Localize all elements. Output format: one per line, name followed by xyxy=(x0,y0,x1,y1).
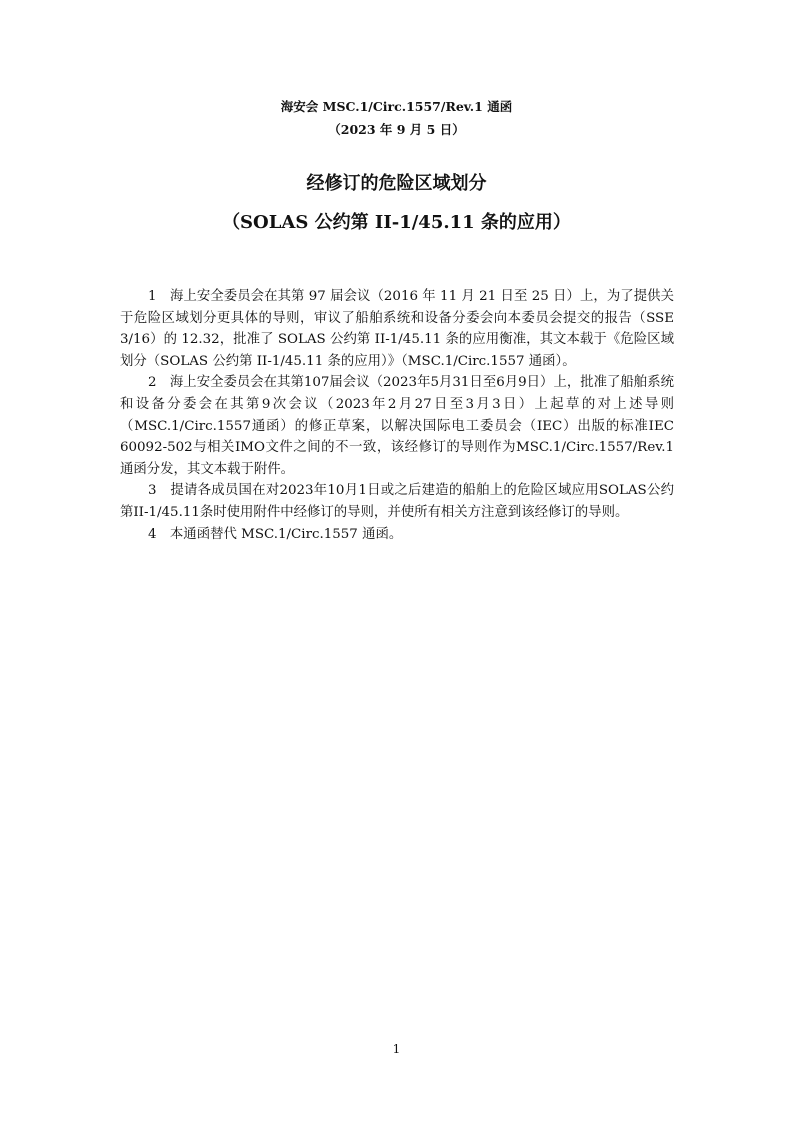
document-body xyxy=(120,286,674,545)
document-subtitle: （SOLAS 公约第 II-1/45.11 条的应用） xyxy=(222,212,571,233)
page-number: 1 xyxy=(392,1042,401,1056)
paragraph-4: 4 本通函替代 MSC.1/Circ.1557 通函。 xyxy=(148,526,403,542)
circular-date: （2023 年 9 月 5 日） xyxy=(328,122,465,137)
circular-number: 海安会 MSC.1/Circ.1557/Rev.1 通函 xyxy=(280,99,513,114)
document-title: 经修订的危险区域划分 xyxy=(306,173,487,194)
paragraph-2: 2 海上安全委员会在其第107届会议（2023年5月31日至6月9日）上，批准了船舶系统和设备分委会在其第9次会议（2023年2月27日至3月3日）上起草的对上述导则（MSC.1/Circ.1557通函）的修正草案，以解决国际电工委员会（IEC）出版的标准IEC 60092-502与相关IMO文件之间的不一致，该经修订的导则作为MSC.1/Circ.1557/Rev.1通函分发，其文本载于附件。 xyxy=(120,375,674,477)
paragraph-1: 1 海上安全委员会在其第 97 届会议（2016 年 11 月 21 日至 25 日）上，为了提供关于危险区域划分更具体的导则，审议了船舶系统和设备分委会向本委员会提交的报告（SSE 3/16）的 12.32，批准了 SOLAS 公约第 II-1/45.11 条的应用衡准，其文本载于《危险区域划分（SOLAS 公约第 II-1/45.11 条的应用）》（MSC.1/Circ.1557 通函）。 xyxy=(120,289,674,369)
paragraph-3: 3 提请各成员国在对2023年10月1日或之后建造的船舶上的危险区域应用SOLAS公约第II-1/45.11条时使用附件中经修订的导则，并使所有相关方注意到该经修订的导则。 xyxy=(120,483,674,520)
